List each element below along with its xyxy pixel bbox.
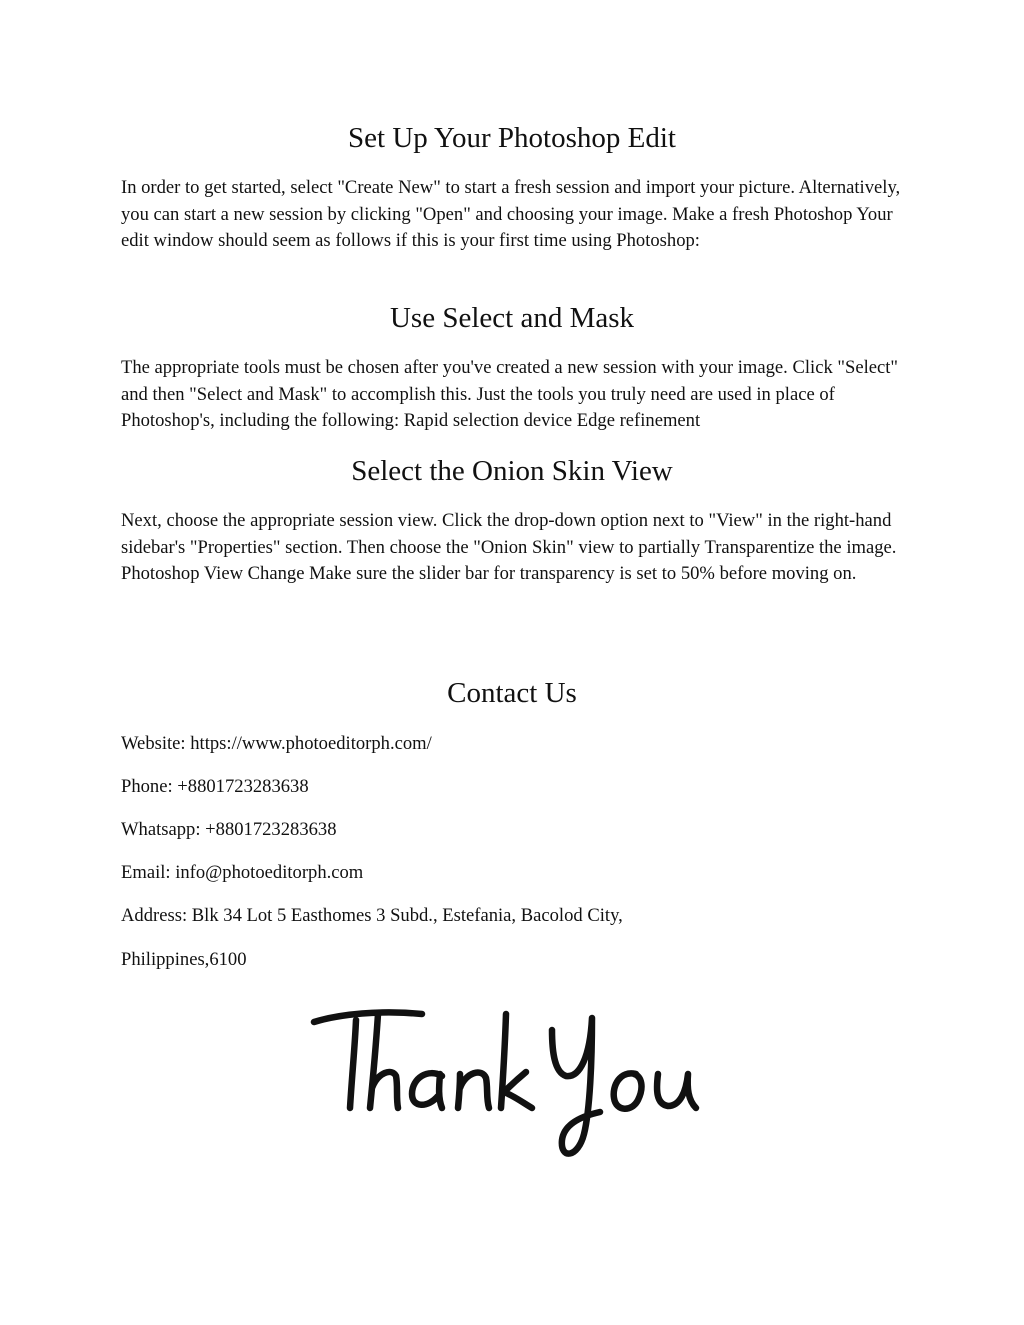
- contact-phone: Phone: +8801723283638: [121, 776, 309, 797]
- thank-you-letter-a: [412, 1073, 442, 1108]
- thank-you-letter-n: [458, 1073, 489, 1108]
- contact-website: Website: https://www.photoeditorph.com/: [121, 733, 432, 754]
- contact-heading: Contact Us: [447, 677, 577, 709]
- contact-address-line1: Address: Blk 34 Lot 5 Easthomes 3 Subd., Estefania, Bacolod City,: [121, 905, 623, 926]
- section-heading-setup: Set Up Your Photoshop Edit: [348, 122, 676, 154]
- thank-you-letter-o: [614, 1073, 642, 1108]
- thank-you-letter-y: [552, 1018, 600, 1154]
- section-body-onion-skin: Next, choose the appropriate session view. Click the drop-down option next to "View" in the right-hand sidebar's "Properties" section. Then choose the "Onion Skin" view to partially Transparentize the image. Photoshop View Change Make sure the slider bar for transparency is set to 50% before moving on.: [121, 510, 897, 585]
- thank-you-letter-k: [501, 1014, 532, 1108]
- contact-address-line2: Philippines,6100: [121, 949, 247, 970]
- thank-you-letter-t-bar: [314, 1012, 422, 1022]
- section-body-select-mask: The appropriate tools must be chosen after you've created a new session with your image. Click "Select" and then "Select and Mask" to accomplish this. Just the tools you truly need are used in place of Photoshop's, including the following: Rapid selection device Edge refinement: [121, 357, 899, 432]
- section-heading-select-mask: Use Select and Mask: [389, 302, 635, 334]
- section-heading-onion-skin: Select the Onion Skin View: [351, 455, 673, 487]
- thank-you-letter-t-stem: [350, 1020, 356, 1108]
- thank-you-script-image: [300, 1000, 724, 1170]
- thank-you-letter-u: [657, 1074, 696, 1108]
- section-body-setup: In order to get started, select "Create New" to start a fresh session and import your picture. Alternatively, you can start a new session by clicking "Open" and choosing your image. Make a fresh Photoshop Your edit window should seem as follows if this is your first time using Photoshop:: [121, 177, 901, 252]
- thank-you-letter-h: [370, 1014, 398, 1108]
- contact-email: Email: info@photoeditorph.com: [121, 862, 364, 883]
- contact-whatsapp: Whatsapp: +8801723283638: [121, 819, 337, 840]
